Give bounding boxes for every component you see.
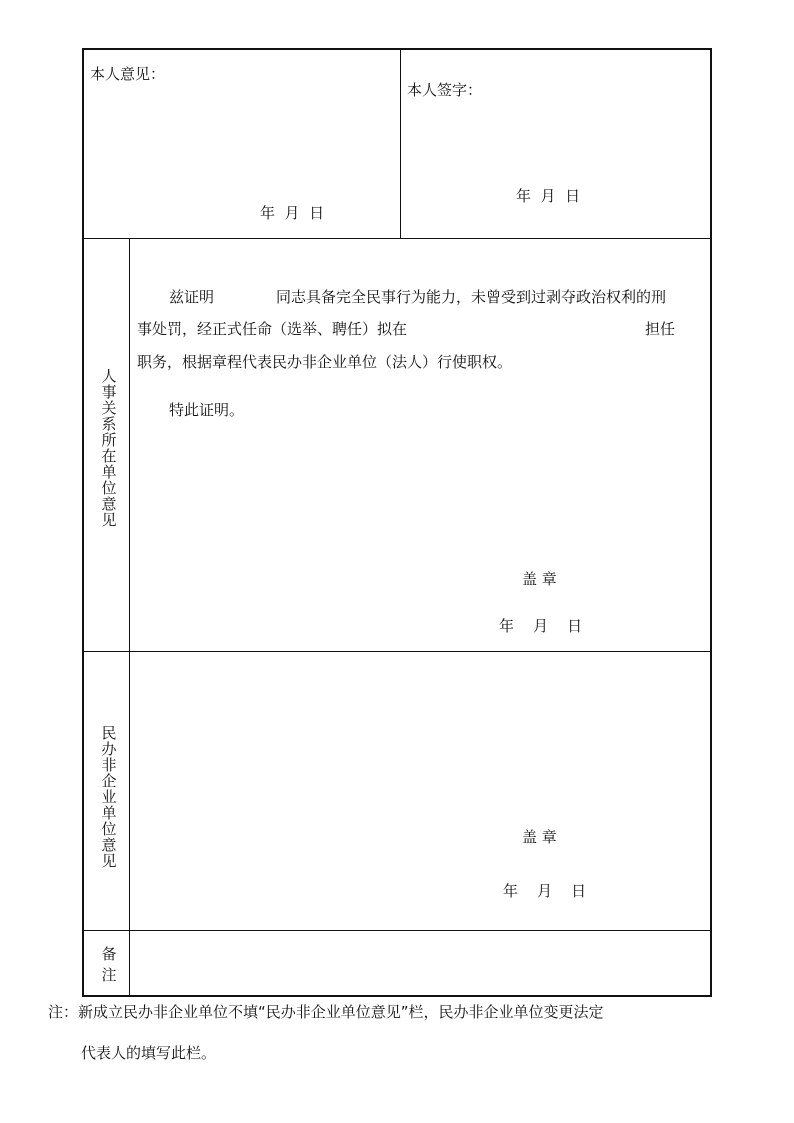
certify-text-2a: 事处罚，经正式任命（选举、聘任）拟在: [137, 320, 408, 338]
footnote-line-2: 代表人的填写此栏。: [81, 1044, 217, 1062]
row-divider-3: [82, 930, 712, 931]
certify-text-1a: 兹证明: [169, 288, 215, 306]
certify-text-2b: 担任: [645, 320, 676, 338]
form-table: [82, 48, 712, 997]
col-divider-top: [400, 48, 401, 238]
remarks-side-label: 备注: [101, 945, 117, 984]
self-opinion-date: 年 月 日: [260, 204, 325, 222]
self-opinion-label: 本人意见：: [90, 65, 166, 83]
org-date: 年 月 日: [503, 882, 587, 900]
self-signature-date: 年 月 日: [516, 187, 581, 205]
org-seal: 盖 章: [522, 828, 557, 846]
certify-text-4: 特此证明。: [169, 401, 245, 419]
org-opinion-side-label: 民办非企业单位意见: [101, 724, 117, 870]
footnote-line-1: 注：新成立民办非企业单位不填“民办非企业单位意见”栏，民办非企业单位变更法定: [48, 1003, 604, 1021]
employer-opinion-side-label: 人事关系所在单位意见: [101, 367, 117, 529]
row-divider-1: [82, 238, 712, 239]
certify-text-1b: 同志具备完全民事行为能力，未曾受到过剥夺政治权利的刑: [276, 288, 667, 306]
certify-text-3: 职务，根据章程代表民办非企业单位（法人）行使职权。: [137, 353, 513, 371]
row-divider-2: [82, 651, 712, 652]
self-signature-label: 本人签字：: [407, 81, 483, 99]
col-divider-left: [129, 238, 130, 997]
employer-seal: 盖 章: [522, 570, 557, 588]
employer-date: 年 月 日: [499, 617, 583, 635]
